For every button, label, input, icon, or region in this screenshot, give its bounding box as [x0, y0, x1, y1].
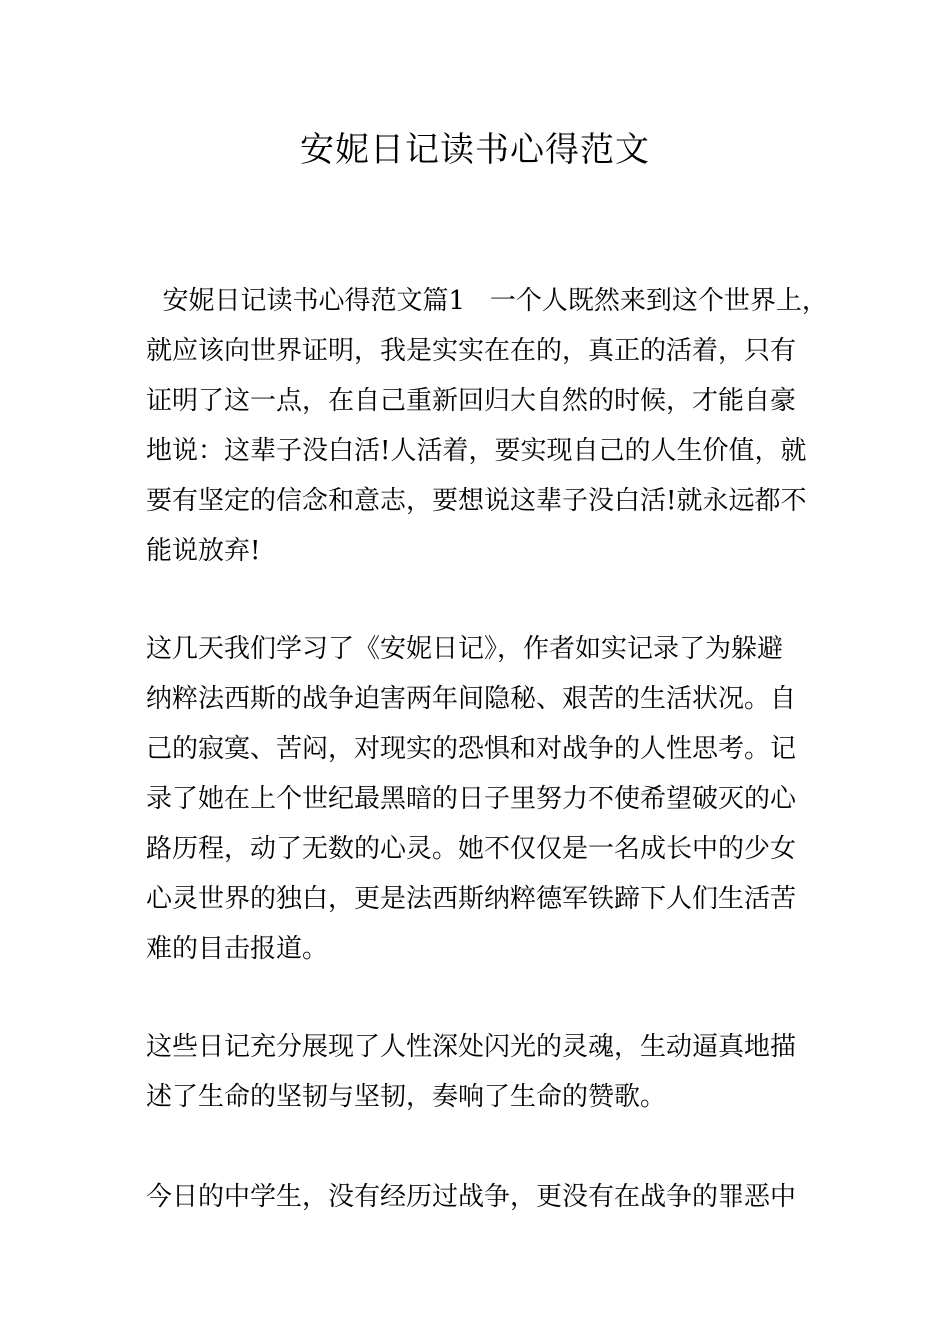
paragraph-line: 录了她在上个世纪最黑暗的日子里努力不使希望破灭的心 [146, 784, 797, 814]
paragraph-4 [146, 1172, 816, 1222]
paragraph-line: 己的寂寞、苦闷，对现实的恐惧和对战争的人性思考。记 [146, 734, 797, 764]
paragraph-line: 就应该向世界证明，我是实实在在的，真正的活着，只有 [146, 336, 797, 366]
paragraph-1 [146, 276, 828, 576]
paragraph-line: 要有坚定的信念和意志，要想说这辈子没白活!就永远都不 [146, 486, 807, 516]
paragraph-line: 今日的中学生，没有经历过战争，更没有在战争的罪恶中 [146, 1182, 797, 1212]
paragraph-line: 能说放弃! [146, 536, 261, 566]
paragraph-line: 安妮日记读书心得范文篇1 一个人既然来到这个世界上， [146, 286, 828, 316]
document-title: 安妮日记读书心得范文 [300, 130, 650, 170]
paragraph-2 [146, 624, 816, 974]
paragraph-line: 难的目击报道。 [146, 934, 329, 964]
paragraph-line: 这几天我们学习了《安妮日记》，作者如实记录了为躲避 [146, 634, 784, 664]
paragraph-line: 地说：这辈子没白活!人活着，要实现自己的人生价值，就 [146, 436, 807, 466]
paragraph-line: 这些日记充分展现了人性深处闪光的灵魂，生动逼真地描 [146, 1032, 797, 1062]
paragraph-line: 纳粹法西斯的战争迫害两年间隐秘、艰苦的生活状况。自 [146, 684, 797, 714]
paragraph-3 [146, 1022, 816, 1122]
paragraph-line: 心灵世界的独白，更是法西斯纳粹德军铁蹄下人们生活苦 [146, 884, 797, 914]
paragraph-line: 路历程，动了无数的心灵。她不仅仅是一名成长中的少女 [146, 834, 797, 864]
paragraph-line: 述了生命的坚韧与坚韧，奏响了生命的赞歌。 [146, 1082, 667, 1112]
paragraph-line: 证明了这一点，在自己重新回归大自然的时候，才能自豪 [146, 386, 797, 416]
